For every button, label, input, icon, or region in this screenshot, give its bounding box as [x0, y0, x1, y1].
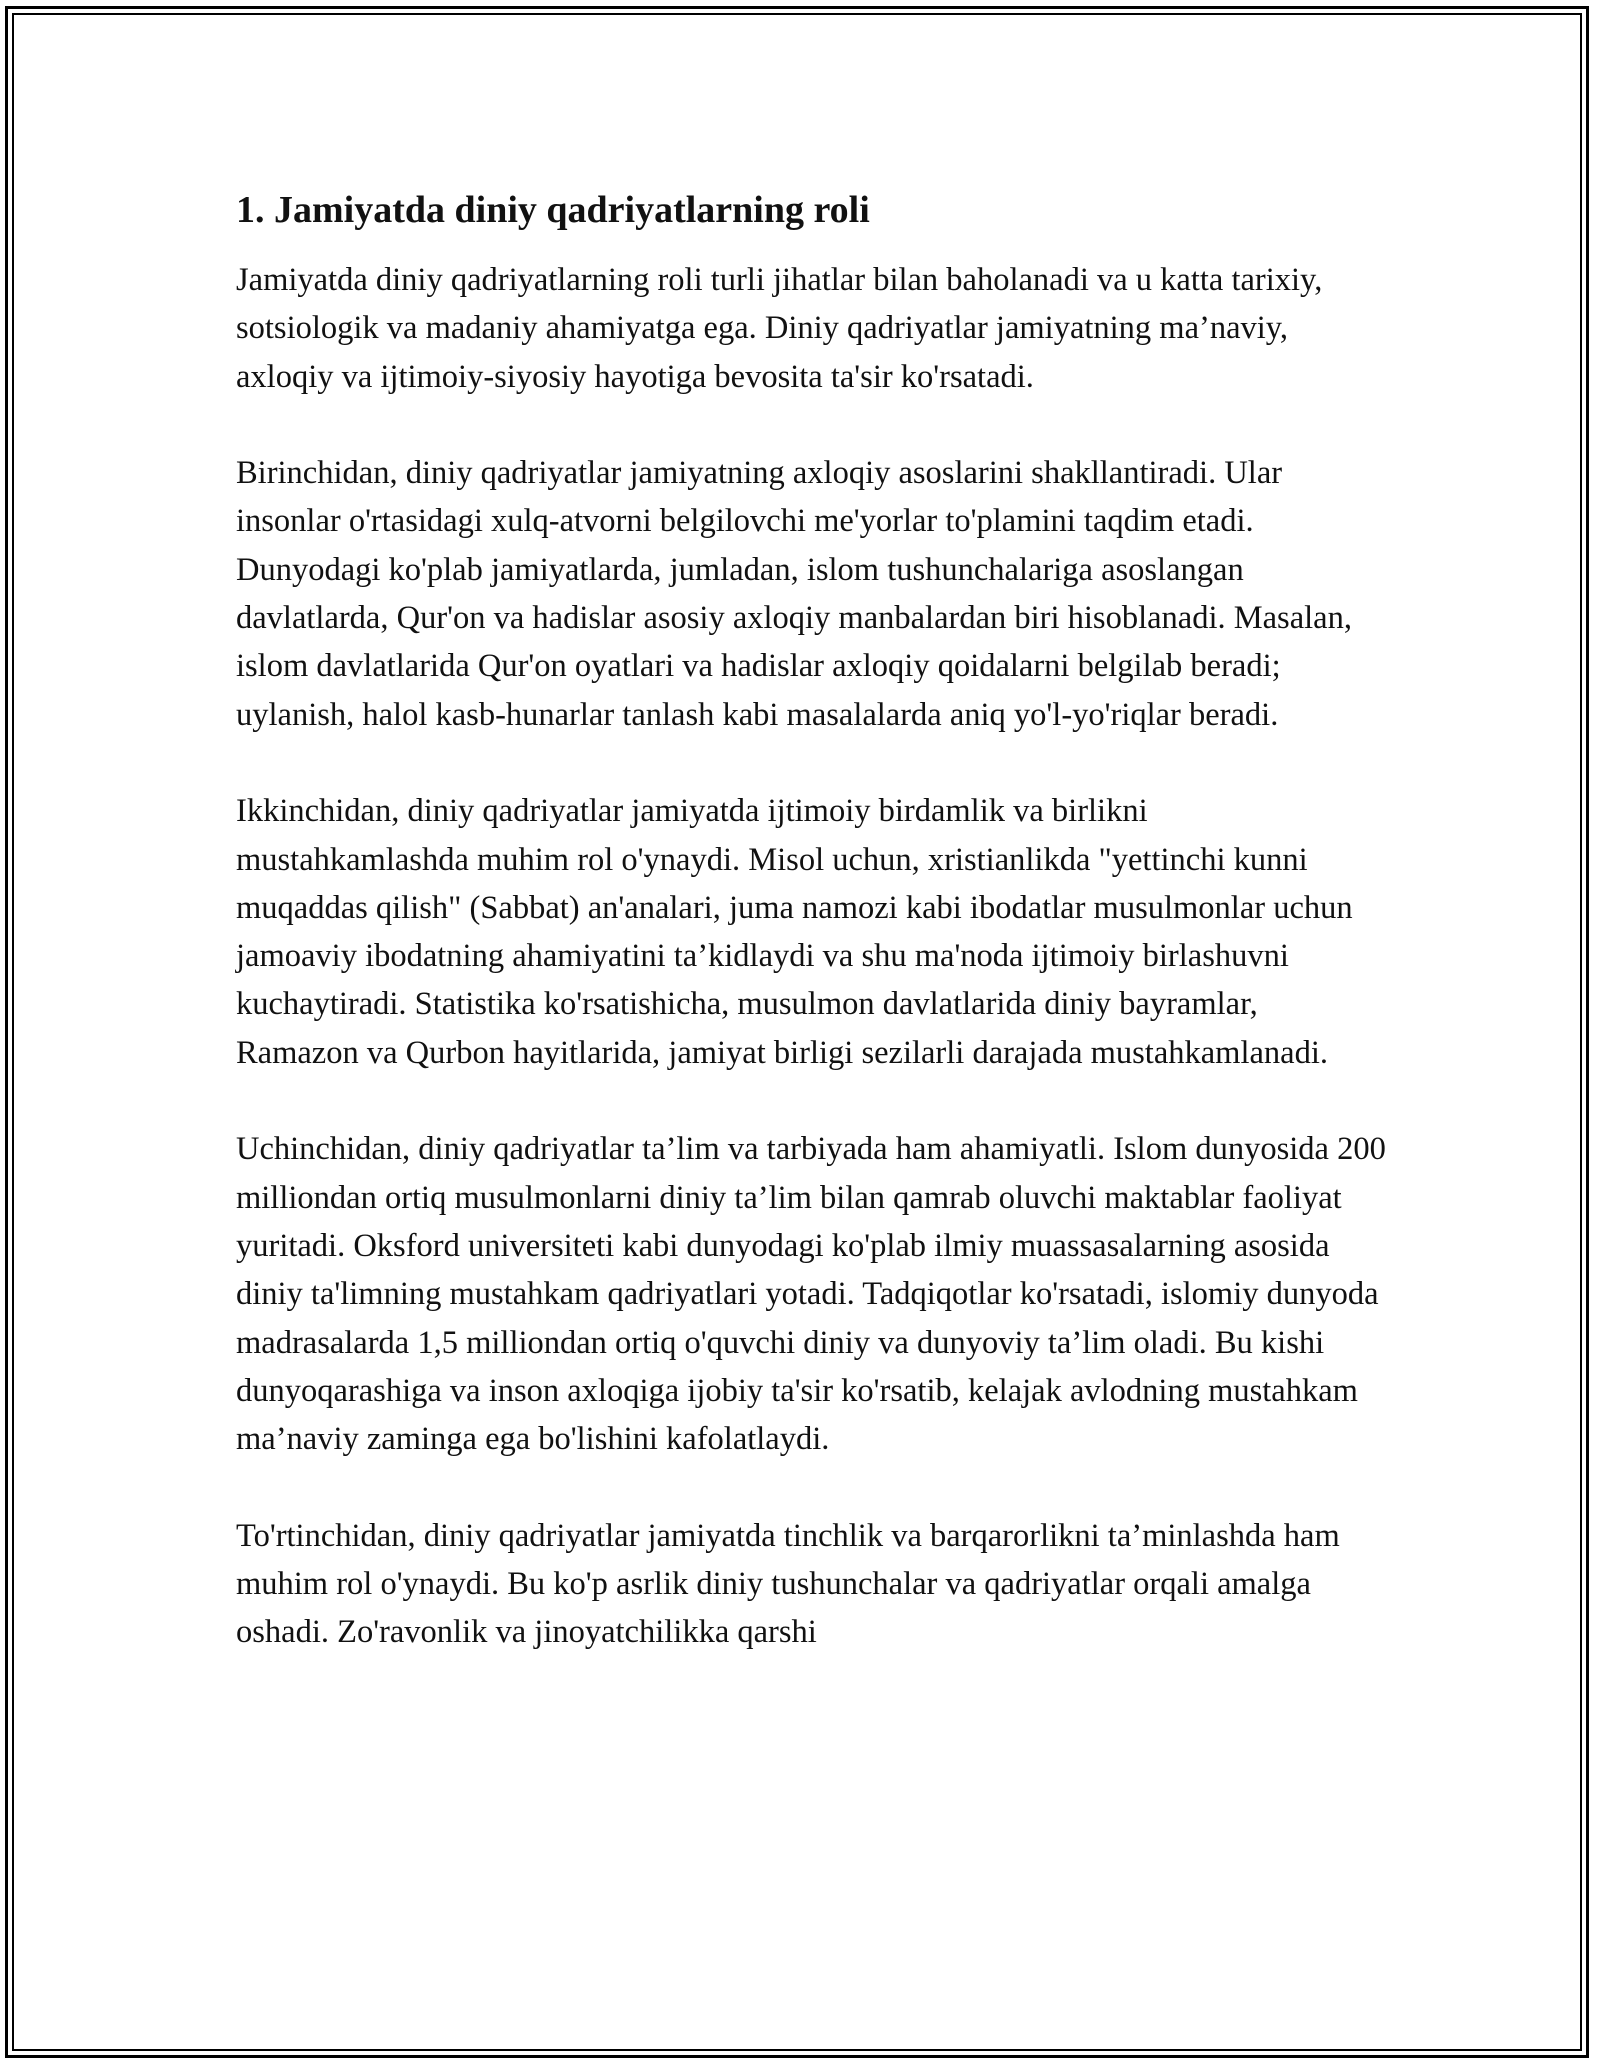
- document-body: [236, 186, 1386, 1705]
- paragraph-second-point: Ikkinchidan, diniy qadriyatlar jamiyatda ijtimoiy birdamlik va birlikni mustahkamlashda muhim rol o'ynaydi. Misol uchun, xristianlikda "yettinchi kunni muqaddas qilish" (Sabbat) an'analari, juma namozi kabi ibodatlar musulmonlar uchun jamoaviy ibodatning ahamiyatini ta’kidlaydi va shu ma'noda ijtimoiy birlashuvni kuchaytiradi. Statistika ko'rsatishicha, musulmon davlatlarida diniy bayramlar, Ramazon va Qurbon hayitlarida, jamiyat birligi sezilarli darajada mustahkamlanadi.: [236, 793, 1353, 1071]
- paragraph-fourth-point: To'rtinchidan, diniy qadriyatlar jamiyatda tinchlik va barqarorlikni ta’minlashda ham muhim rol o'ynaydi. Bu ko'p asrlik diniy tushunchalar va qadriyatlar orqali amalga oshadi. Zo'ravonlik va jinoyatchilikka qarshi: [236, 1517, 1340, 1651]
- paragraph-third-point: Uchinchidan, diniy qadriyatlar ta’lim va tarbiyada ham ahamiyatli. Islom dunyosida 200 milliondan ortiq musulmonlarni diniy ta’lim bilan qamrab oluvchi maktablar faoliyat yuritadi. Oksford universiteti kabi dunyodagi ko'plab ilmiy muassasalarning asosida diniy ta'limning mustahkam qadriyatlari yotadi. Tadqiqotlar ko'rsatadi, islomiy dunyoda madrasalarda 1,5 milliondan ortiq o'quvchi diniy va dunyoviy ta’lim oladi. Bu kishi dunyoqarashiga va inson axloqiga ijobiy ta'sir ko'rsatib, kelajak avlodning mustahkam ma’naviy zaminga ega bo'lishini kafolatlaydi.: [236, 1131, 1386, 1458]
- section-heading: 1. Jamiyatda diniy qadriyatlarning roli: [236, 189, 870, 231]
- paragraph-intro: Jamiyatda diniy qadriyatlarning roli turli jihatlar bilan baholanadi va u katta tarixiy, sotsiologik va madaniy ahamiyatga ega. Diniy qadriyatlar jamiyatning ma’naviy, axloqiy va ijtimoiy-siyosiy hayotiga bevosita ta'sir ko'rsatadi.: [236, 262, 1323, 395]
- paragraph-first-point: Birinchidan, diniy qadriyatlar jamiyatning axloqiy asoslarini shakllantiradi. Ular insonlar o'rtasidagi xulq-atvorni belgilovchi me'yorlar to'plamini taqdim etadi. Dunyodagi ko'plab jamiyatlarda, jumladan, islom tushunchalariga asoslangan davlatlarda, Qur'on va hadislar asosiy axloqiy manbalardan biri hisoblanadi. Masalan, islom davlatlarida Qur'on oyatlari va hadislar axloqiy qoidalarni belgilab beradi; uylanish, halol kasb-hunarlar tanlash kabi masalalarda aniq yo'l-yo'riqlar beradi.: [236, 455, 1352, 733]
